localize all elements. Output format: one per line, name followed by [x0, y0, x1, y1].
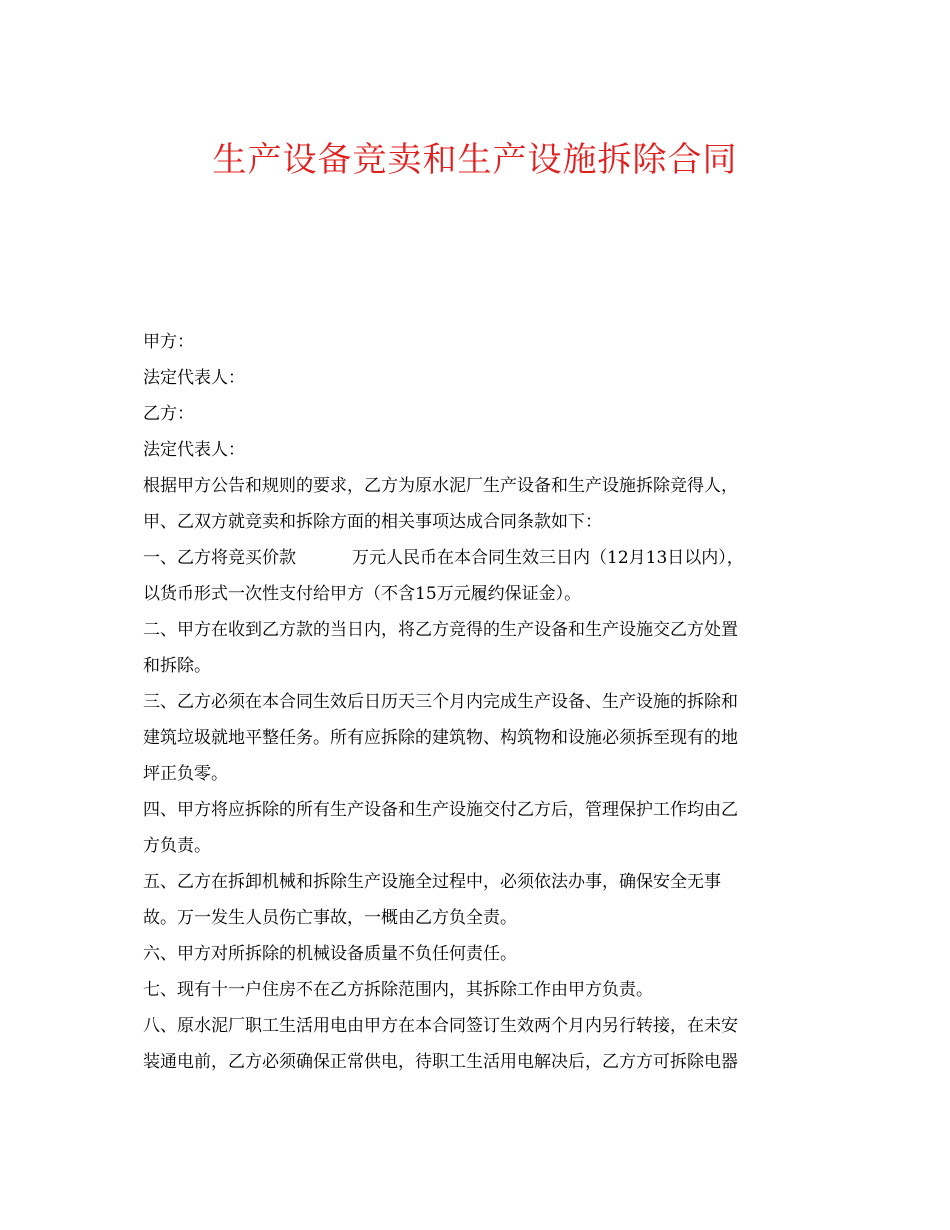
party-b-line: 乙方：: [143, 404, 194, 424]
party-a-representative-line: 法定代表人：: [143, 368, 245, 388]
clause-3-line: 三、乙方必须在本合同生效后日历天三个月内完成生产设备、生产设施的拆除和: [143, 692, 738, 712]
preamble-line: 根据甲方公告和规则的要求，乙方为原水泥厂生产设备和生产设施拆除竞得人，: [143, 476, 738, 496]
clause-1-part: 一、乙方将竞买价款: [143, 548, 296, 568]
document-body: [143, 328, 803, 1084]
clause-1-line: 以货币形式一次性支付给甲方（不含15万元履约保证金）。: [143, 584, 582, 604]
clause-3-line: 坪正负零。: [143, 764, 228, 784]
clause-8-line: 装通电前，乙方必须确保正常供电，待职工生活用电解决后，乙方方可拆除电器: [143, 1052, 738, 1072]
preamble-line: 甲、乙双方就竞卖和拆除方面的相关事项达成合同条款如下：: [143, 512, 602, 532]
party-b-representative-line: 法定代表人：: [143, 440, 245, 460]
clause-2-line: 和拆除。: [143, 656, 211, 676]
clause-1-line: [143, 544, 803, 580]
document-title: 生产设备竞卖和生产设施拆除合同: [212, 140, 738, 180]
clause-4-line: 四、甲方将应拆除的所有生产设备和生产设施交付乙方后，管理保护工作均由乙: [143, 800, 738, 820]
clause-7-line: 七、现有十一户住房不在乙方拆除范围内，其拆除工作由甲方负责。: [143, 980, 653, 1000]
clause-5-line: 故。万一发生人员伤亡事故，一概由乙方负全责。: [143, 908, 517, 928]
clause-3-line: 建筑垃圾就地平整任务。所有应拆除的建筑物、构筑物和设施必须拆至现有的地: [143, 728, 738, 748]
clause-4-line: 方负责。: [143, 836, 211, 856]
clause-5-line: 五、乙方在拆卸机械和拆除生产设施全过程中，必须依法办事，确保安全无事: [143, 872, 721, 892]
clause-6-line: 六、甲方对所拆除的机械设备质量不负任何责任。: [143, 944, 517, 964]
party-a-line: 甲方：: [143, 332, 194, 352]
clause-8-line: 八、原水泥厂职工生活用电由甲方在本合同签订生效两个月内另行转接，在未安: [143, 1016, 738, 1036]
clause-1-part: 万元人民币在本合同生效三日内（12月13日以内），: [352, 548, 744, 568]
clause-2-line: 二、甲方在收到乙方款的当日内，将乙方竞得的生产设备和生产设施交乙方处置: [143, 620, 738, 640]
